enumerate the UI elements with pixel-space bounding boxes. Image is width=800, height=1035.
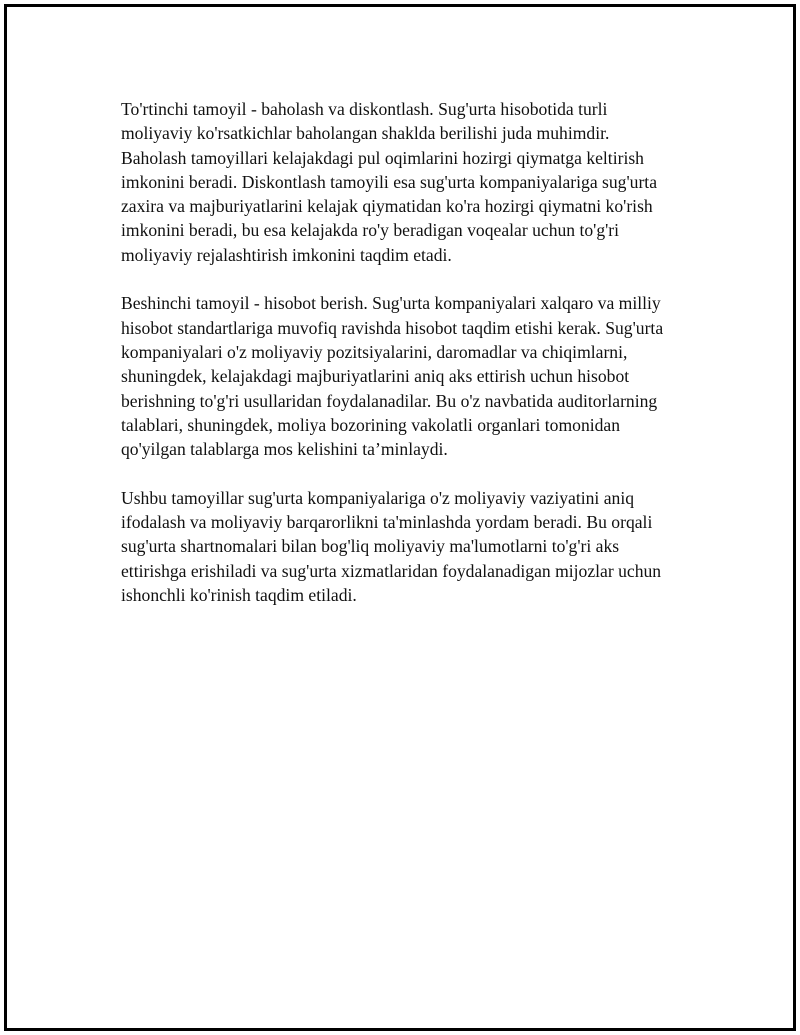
text-line: sug'urta shartnomalari bilan bog'liq moliyaviy ma'lumotlarni to'g'ri aks (121, 536, 620, 557)
text-line: ettirishga erishiladi va sug'urta xizmatlaridan foydalanadigan mijozlar uchun (121, 560, 662, 581)
text-line: imkonini beradi, bu esa kelajakda ro'y beradigan voqealar uchun to'g'ri (121, 220, 620, 241)
text-line: Beshinchi tamoyil - hisobot berish. Sug'urta kompaniyalari xalqaro va milliy (121, 293, 661, 314)
text-line: To'rtinchi tamoyil - baholash va diskontlash. Sug'urta hisobotida turli (121, 99, 608, 119)
paragraph-fourth-principle (121, 97, 701, 267)
page-content (121, 97, 701, 632)
text-line: imkonini beradi. Diskontlash tamoyili esa sug'urta kompaniyalariga sug'urta (121, 171, 657, 192)
text-line: ishonchli ko'rinish taqdim etiladi. (121, 584, 357, 605)
text-line: berishning to'g'ri usullaridan foydalanadilar. Bu o'z navbatida auditorlarning (121, 390, 658, 411)
text-line: moliyaviy rejalashtirish imkonini taqdim etadi. (121, 244, 452, 265)
text-line: Ushbu tamoyillar sug'urta kompaniyalariga o'z moliyaviy vaziyatini aniq (121, 487, 635, 508)
page-frame (4, 4, 796, 1031)
text-line: talablari, shuningdek, moliya bozorining vakolatli organlari tomonidan (121, 414, 621, 435)
text-line: ifodalash va moliyaviy barqarorlikni ta'minlashda yordam beradi. Bu orqali (121, 512, 653, 533)
text-line: qo'yilgan talablarga mos kelishini ta’minlaydi. (121, 439, 448, 460)
paragraph-summary (121, 486, 701, 607)
text-line: kompaniyalari o'z moliyaviy pozitsiyalarini, daromadlar va chiqimlarni, (121, 341, 628, 362)
text-line: moliyaviy ko'rsatkichlar baholangan shaklda berilishi juda muhimdir. (121, 123, 610, 144)
text-line: Baholash tamoyillari kelajakdagi pul oqimlarini hozirgi qiymatga keltirish (121, 147, 644, 168)
text-line: shuningdek, kelajakdagi majburiyatlarini aniq aks ettirish uchun hisobot (121, 366, 630, 387)
text-line: zaxira va majburiyatlarini kelajak qiymatidan ko'ra hozirgi qiymatni ko'rish (121, 196, 653, 217)
text-line: hisobot standartlariga muvofiq ravishda hisobot taqdim etishi kerak. Sug'urta (121, 317, 664, 338)
paragraph-fifth-principle (121, 291, 701, 461)
